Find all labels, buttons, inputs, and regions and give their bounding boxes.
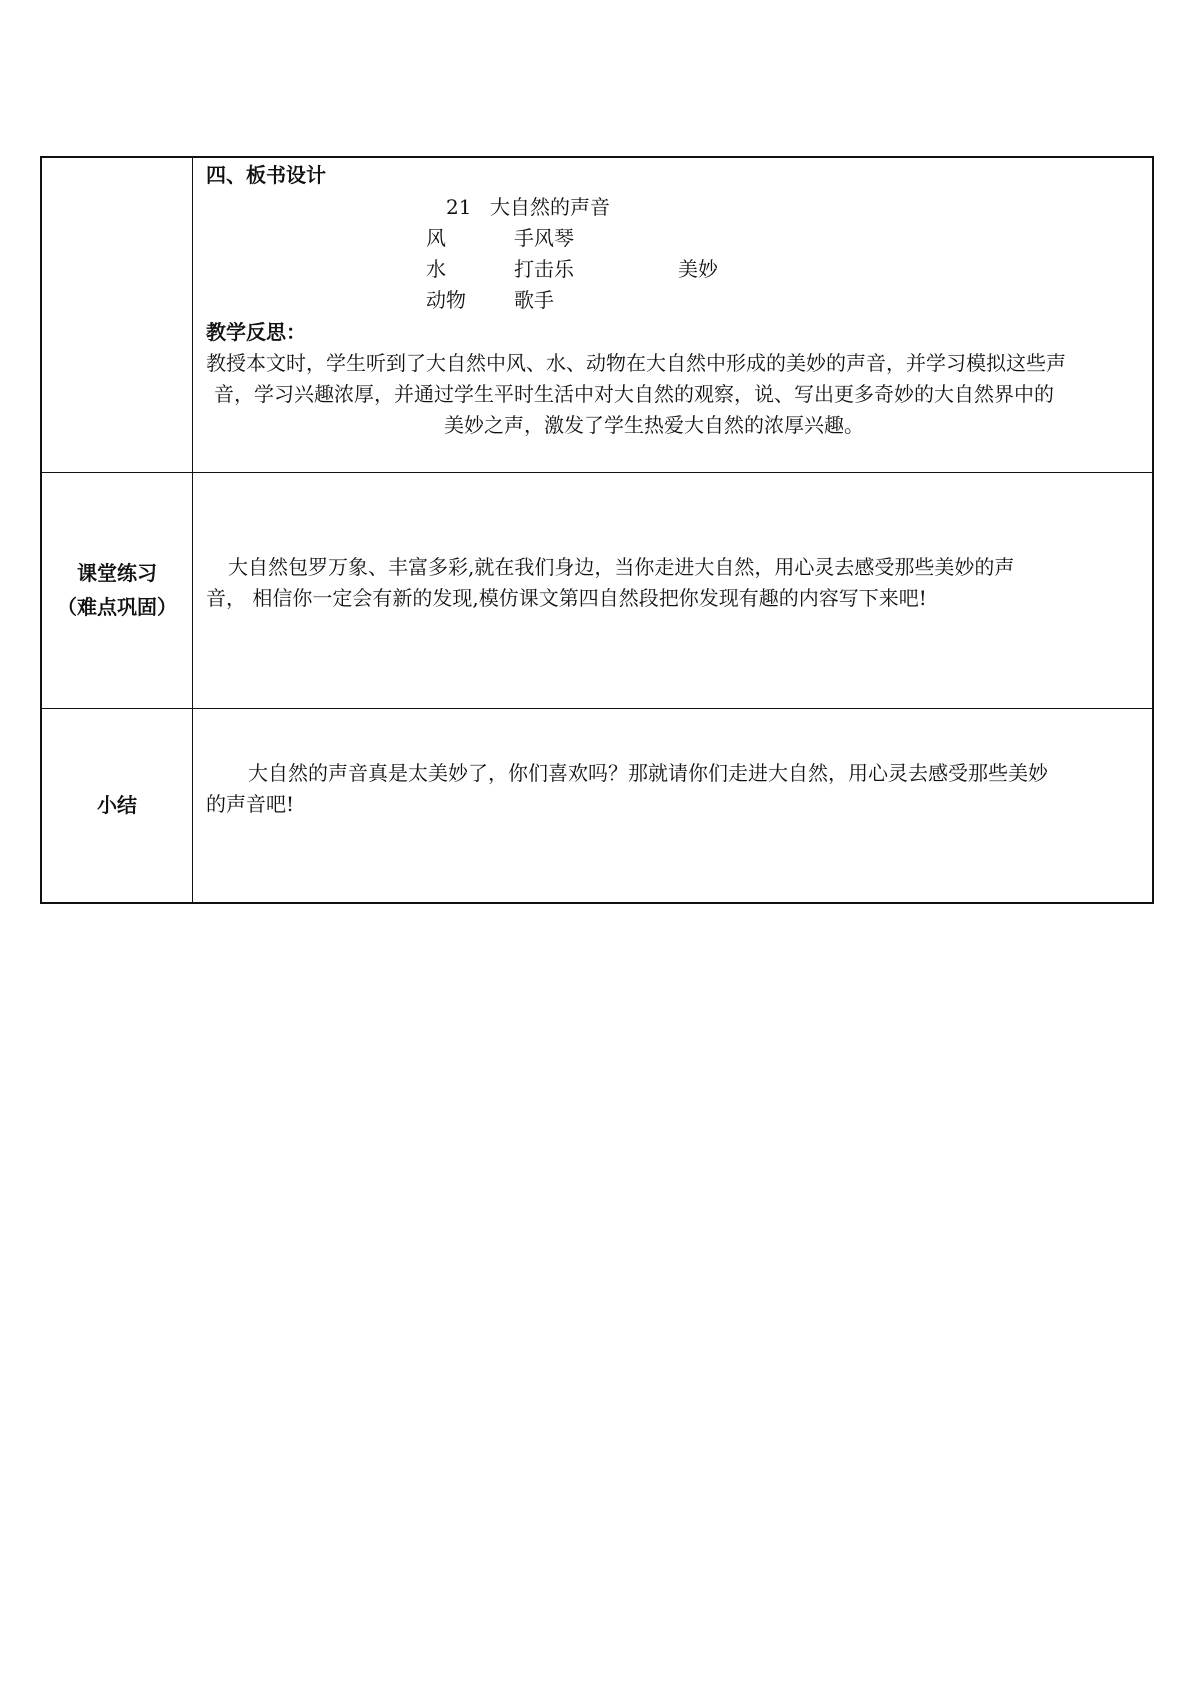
board-source-water: 水 (426, 257, 446, 281)
summary-label: 小结 (97, 793, 137, 817)
practice-text-line: 音， 相信你一定会有新的发现,模仿课文第四自然段把你发现有趣的内容写下来吧! (206, 586, 927, 610)
lesson-plan-table (40, 156, 1154, 904)
practice-label: 课堂练习 (77, 561, 157, 585)
lesson-number: 21 (446, 195, 472, 219)
reflection-heading: 教学反思： (206, 320, 306, 344)
board-item-percussion: 打击乐 (514, 257, 574, 281)
board-summary-word: 美妙 (678, 257, 718, 281)
board-source-animals: 动物 (426, 288, 466, 312)
board-item-accordion: 手风琴 (514, 226, 574, 250)
reflection-line: 教授本文时，学生听到了大自然中风、水、动物在大自然中形成的美妙的声音，并学习模拟这些声 (206, 351, 1066, 375)
reflection-line: 音，学习兴趣浓厚，并通过学生平时生活中对大自然的观察，说、写出更多奇妙的大自然界中的 (214, 382, 1054, 406)
board-item-singer: 歌手 (514, 288, 554, 312)
summary-text-line: 的声音吧! (206, 792, 295, 816)
summary-text-line: 大自然的声音真是太美妙了，你们喜欢吗？那就请你们走进大自然，用心灵去感受那些美妙 (248, 761, 1048, 785)
board-source-wind: 风 (426, 226, 446, 250)
practice-text-line: 大自然包罗万象、丰富多彩,就在我们身边，当你走进大自然，用心灵去感受那些美妙的声 (228, 555, 1015, 579)
reflection-line: 美妙之声，激发了学生热爱大自然的浓厚兴趣。 (444, 413, 864, 437)
board-design-cell (42, 158, 1152, 472)
summary-row (42, 708, 1152, 904)
lesson-title: 大自然的声音 (490, 195, 610, 219)
practice-row (42, 472, 1152, 708)
board-design-heading: 四、板书设计 (206, 163, 326, 187)
practice-sublabel: （难点巩固） (57, 595, 177, 619)
